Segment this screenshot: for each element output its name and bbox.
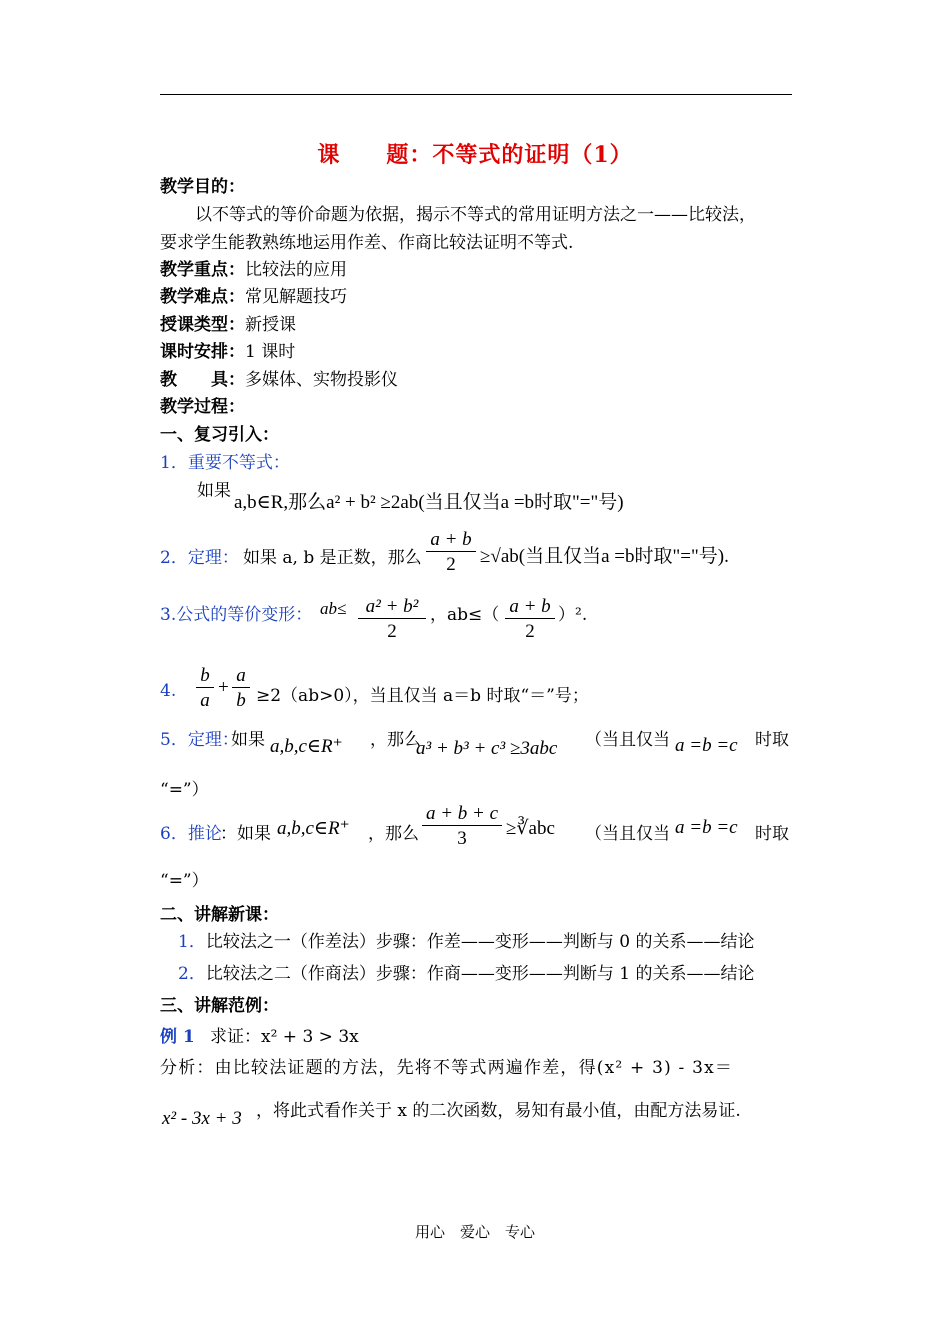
section-heading-review: 一、复习引入：	[160, 425, 279, 445]
method-item	[178, 927, 754, 952]
info-line	[160, 365, 398, 390]
info-line	[160, 310, 296, 335]
item-6-fraction	[422, 803, 502, 850]
fraction-denominator: 2	[446, 554, 456, 575]
fraction-denominator: 3	[457, 828, 467, 849]
item-6-condition: a,b,c∈R⁺	[277, 818, 350, 839]
info-label: 教 具：	[160, 370, 245, 390]
item-3-ab-2: ，ab≤（	[430, 605, 500, 625]
item-3-fraction-1	[358, 596, 426, 643]
fraction-numerator: a + b	[509, 596, 551, 617]
item-2-fraction	[426, 529, 476, 576]
method-number: 1．	[178, 932, 206, 952]
item-6-label: 6．推论	[160, 824, 222, 844]
item-6-equality: a =b =c	[675, 817, 738, 838]
section-heading-new-lesson: 二、讲解新课：	[160, 905, 279, 925]
item-4-label: 4.	[160, 681, 177, 701]
item-2-text: 如果 a, b 是正数，那么	[243, 548, 422, 568]
item-5-text-1: 如果	[231, 730, 265, 750]
fraction-numerator: a + b	[430, 529, 472, 550]
item-2-formula: ≥√ab(当且仅当a =b时取"="号).	[480, 546, 729, 567]
section-heading-examples: 三、讲解范例：	[160, 996, 279, 1016]
objective-line-2: 要求学生能教熟练地运用作差、作商比较法证明不等式.	[160, 233, 574, 253]
info-label: 教学难点：	[160, 287, 245, 307]
fraction-denominator: 2	[387, 621, 397, 642]
item-1-prefix: 如果	[197, 481, 231, 501]
item-4-fraction-2	[232, 665, 250, 712]
item-2-label: 2．定理：	[160, 548, 239, 568]
info-value: 常见解题技巧	[245, 287, 347, 307]
item-5-equality: a =b =c	[675, 735, 738, 756]
example-label: 例 1	[160, 1027, 195, 1047]
info-line	[160, 282, 347, 307]
fraction-numerator: a + b + c	[425, 803, 499, 824]
example-analysis-line-1: 分析：由比较法证题的方法，先将不等式两遍作差，得(x² + 3) - 3x＝	[160, 1058, 734, 1078]
method-number: 2．	[178, 964, 206, 984]
page-footer: 用心 爱心 专心	[414, 1223, 535, 1241]
info-label: 授课类型：	[160, 315, 245, 335]
info-label: 教学过程：	[160, 397, 245, 417]
item-1-label: 1．重要不等式：	[160, 453, 290, 473]
item-5-condition: a,b,c∈R⁺	[270, 736, 343, 757]
item-6-text-1: ：如果	[220, 824, 271, 844]
info-line	[160, 392, 245, 417]
item-3-label: 3.公式的等价变形：	[160, 605, 313, 625]
example-statement: 求证：x² + 3 > 3x	[210, 1027, 359, 1047]
item-6-text-3: （当且仅当	[585, 824, 670, 844]
example-analysis-line-2: ，将此式看作关于 x 的二次函数，易知有最小值，由配方法易证.	[256, 1101, 741, 1121]
info-line	[160, 337, 295, 362]
info-label: 课时安排：	[160, 342, 245, 362]
item-5-text-2: ，那么	[370, 730, 421, 750]
fraction-numerator: b	[200, 665, 210, 686]
method-text: 比较法之一（作差法）步骤：作差——变形——判断与 0 的关系——结论	[205, 932, 755, 952]
example-analysis-formula: x² - 3x + 3	[162, 1108, 242, 1129]
item-3-end: ）².	[558, 605, 588, 625]
fraction-numerator: a	[236, 665, 246, 686]
info-value: 1 课时	[245, 342, 296, 362]
fraction-denominator: a	[200, 690, 210, 711]
item-4-plus: +	[218, 677, 229, 698]
fraction-denominator: 2	[525, 621, 535, 642]
page-title: 课 题：不等式的证明（1）	[317, 142, 633, 168]
method-item	[178, 959, 754, 984]
item-1-formula: a,b∈R,那么a² + b² ≥2ab(当且仅当a =b时取"="号)	[234, 492, 624, 513]
item-5-formula: a³ + b³ + c³ ≥3abc	[416, 738, 558, 759]
item-5-line-2: “=”）	[160, 780, 209, 800]
item-4-text: ≥2（ab>0），当且仅当 a＝b 时取“＝”号；	[256, 686, 589, 706]
info-line	[160, 255, 347, 280]
objective-heading: 教学目的：	[160, 177, 245, 197]
item-3-ab: ab≤	[320, 599, 347, 618]
item-5-text-3: （当且仅当	[585, 730, 670, 750]
item-3-fraction-2	[505, 596, 555, 643]
header-rule	[160, 94, 792, 95]
objective-line-1: 以不等式的等价命题为依据，揭示不等式的常用证明方法之一——比较法，	[195, 205, 756, 225]
item-5-label: 5．定理：	[160, 730, 239, 750]
info-value: 新授课	[245, 315, 296, 335]
item-6-text-4: 时取	[755, 824, 789, 844]
fraction-numerator: a² + b²	[365, 596, 419, 617]
item-5-text-4: 时取	[755, 730, 789, 750]
item-6-line-2: “=”）	[160, 871, 209, 891]
item-4-fraction-1	[196, 665, 214, 712]
info-label: 教学重点：	[160, 260, 245, 280]
method-text: 比较法之二（作商法）步骤：作商——变形——判断与 1 的关系——结论	[205, 964, 755, 984]
info-value: 多媒体、实物投影仪	[245, 370, 398, 390]
item-6-text-2: ，那么	[368, 824, 419, 844]
info-value: 比较法的应用	[245, 260, 347, 280]
fraction-denominator: b	[236, 690, 246, 711]
item-6-root: ≥∛abc	[506, 818, 555, 839]
